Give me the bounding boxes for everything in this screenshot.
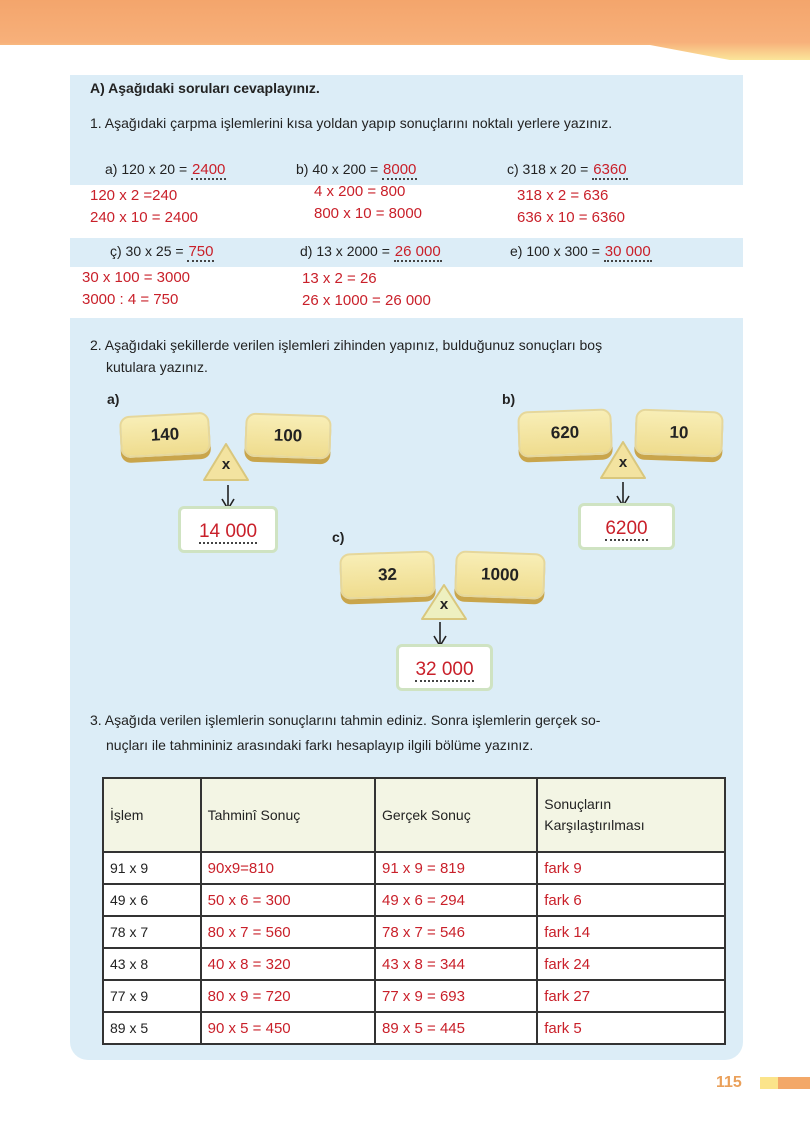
- operation-cell: 49 x 6: [103, 884, 201, 916]
- estimate-cell: 40 x 8 = 320: [201, 948, 375, 980]
- operator: x: [221, 456, 231, 473]
- work-line: 26 x 1000 = 26 000: [302, 292, 431, 309]
- q3-prompt: 3. Aşağıda verilen işlemlerin sonuçlarını tahmin ediniz. Sonra işlemlerin gerçek so-: [90, 712, 601, 728]
- work-line: 4 x 200 = 800: [314, 183, 406, 200]
- section-title: A) Aşağıdaki soruları cevaplayınız.: [90, 80, 320, 96]
- operation-cell: 89 x 5: [103, 1012, 201, 1044]
- actual-cell: 43 x 8 = 344: [375, 948, 537, 980]
- table-row: [103, 916, 725, 948]
- actual-cell: 49 x 6 = 294: [375, 884, 537, 916]
- factor-tile: 100: [244, 413, 331, 460]
- work-line: 636 x 10 = 6360: [517, 209, 626, 226]
- q2-label-c: c): [332, 529, 345, 545]
- q2-label-b: b): [502, 391, 516, 407]
- operation-cell: 77 x 9: [103, 980, 201, 1012]
- table-row: [103, 980, 725, 1012]
- comparison-cell: fark 27: [537, 980, 725, 1012]
- factor-tile: 140: [119, 412, 211, 459]
- work-line: 800 x 10 = 8000: [314, 205, 423, 222]
- comparison-cell: fark 6: [537, 884, 725, 916]
- comparison-cell: fark 9: [537, 852, 725, 884]
- page-marker-decoration: [760, 1077, 778, 1089]
- page-number: 115: [716, 1074, 742, 1091]
- estimate-cell: 50 x 6 = 300: [201, 884, 375, 916]
- q2-prompt: 2. Aşağıdaki şekillerde verilen işlemleri zihinden yapınız, bulduğunuz sonuçları boş: [90, 337, 603, 353]
- q1-item-a: a) 120 x 20 = 2400: [105, 161, 226, 178]
- page-marker-decoration-2: [778, 1077, 810, 1089]
- col-header: İşlem: [103, 778, 201, 852]
- table-row: [103, 948, 725, 980]
- table-row: [103, 1012, 725, 1044]
- work-line: 318 x 2 = 636: [517, 187, 609, 204]
- answer-box: 6200: [578, 503, 675, 550]
- comparison-cell: fark 5: [537, 1012, 725, 1044]
- factor-tile: 32: [339, 550, 436, 599]
- answer: 30 000: [604, 243, 651, 260]
- answer: 750: [188, 243, 214, 260]
- work-line: 3000 : 4 = 750: [82, 291, 179, 308]
- answer: 8000: [383, 161, 417, 178]
- factor-tile: 1000: [454, 550, 546, 599]
- q2-label-a: a): [107, 391, 120, 407]
- table-row: [103, 884, 725, 916]
- answer: 26 000: [394, 243, 441, 260]
- q2-prompt-cont: kutulara yazınız.: [106, 359, 208, 375]
- operation-cell: 91 x 9: [103, 852, 201, 884]
- work-line: 120 x 2 =240: [90, 187, 178, 204]
- actual-cell: 89 x 5 = 445: [375, 1012, 537, 1044]
- answer: 2400: [192, 161, 226, 178]
- work-line: 30 x 100 = 3000: [82, 269, 191, 286]
- answer-box: 32 000: [396, 644, 493, 691]
- estimate-cell: 90x9=810: [201, 852, 375, 884]
- q1-item-d: d) 13 x 2000 = 26 000: [300, 243, 441, 260]
- factor-tile: 620: [517, 408, 613, 457]
- table-header: [103, 778, 725, 852]
- operation-cell: 78 x 7: [103, 916, 201, 948]
- operation-cell: 43 x 8: [103, 948, 201, 980]
- comparison-cell: fark 24: [537, 948, 725, 980]
- actual-cell: 78 x 7 = 546: [375, 916, 537, 948]
- estimate-cell: 90 x 5 = 450: [201, 1012, 375, 1044]
- actual-cell: 77 x 9 = 693: [375, 980, 537, 1012]
- q1-item-c-cedilla: ç) 30 x 25 = 750: [110, 243, 214, 260]
- col-header: Gerçek Sonuç: [375, 778, 537, 852]
- q1-item-b: b) 40 x 200 = 8000: [296, 161, 417, 178]
- estimate-cell: 80 x 9 = 720: [201, 980, 375, 1012]
- q1-item-e: e) 100 x 300 = 30 000: [510, 243, 651, 260]
- q1-prompt: 1. Aşağıdaki çarpma işlemlerini kısa yoldan yapıp sonuçlarını noktalı yerlere yazınız.: [90, 115, 613, 131]
- factor-tile: 10: [634, 408, 724, 457]
- estimate-cell: 80 x 7 = 560: [201, 916, 375, 948]
- header-decoration: [0, 0, 810, 60]
- answer-box: 14 000: [178, 506, 278, 553]
- col-header: Tahminî Sonuç: [201, 778, 375, 852]
- comparison-table: [102, 777, 726, 1045]
- work-line: 240 x 10 = 2400: [90, 209, 199, 226]
- comparison-cell: fark 14: [537, 916, 725, 948]
- q3-prompt-cont: nuçları ile tahmininiz arasındaki farkı hesaplayıp ilgili bölüme yazınız.: [106, 737, 534, 753]
- col-header: Sonuçların Karşılaştırılması: [537, 778, 725, 852]
- answer: 6360: [593, 161, 627, 178]
- q1-item-c: c) 318 x 20 = 6360: [507, 161, 627, 178]
- operator: x: [618, 454, 628, 471]
- work-line: 13 x 2 = 26: [302, 270, 377, 287]
- table-row: [103, 852, 725, 884]
- operator: x: [439, 596, 449, 613]
- actual-cell: 91 x 9 = 819: [375, 852, 537, 884]
